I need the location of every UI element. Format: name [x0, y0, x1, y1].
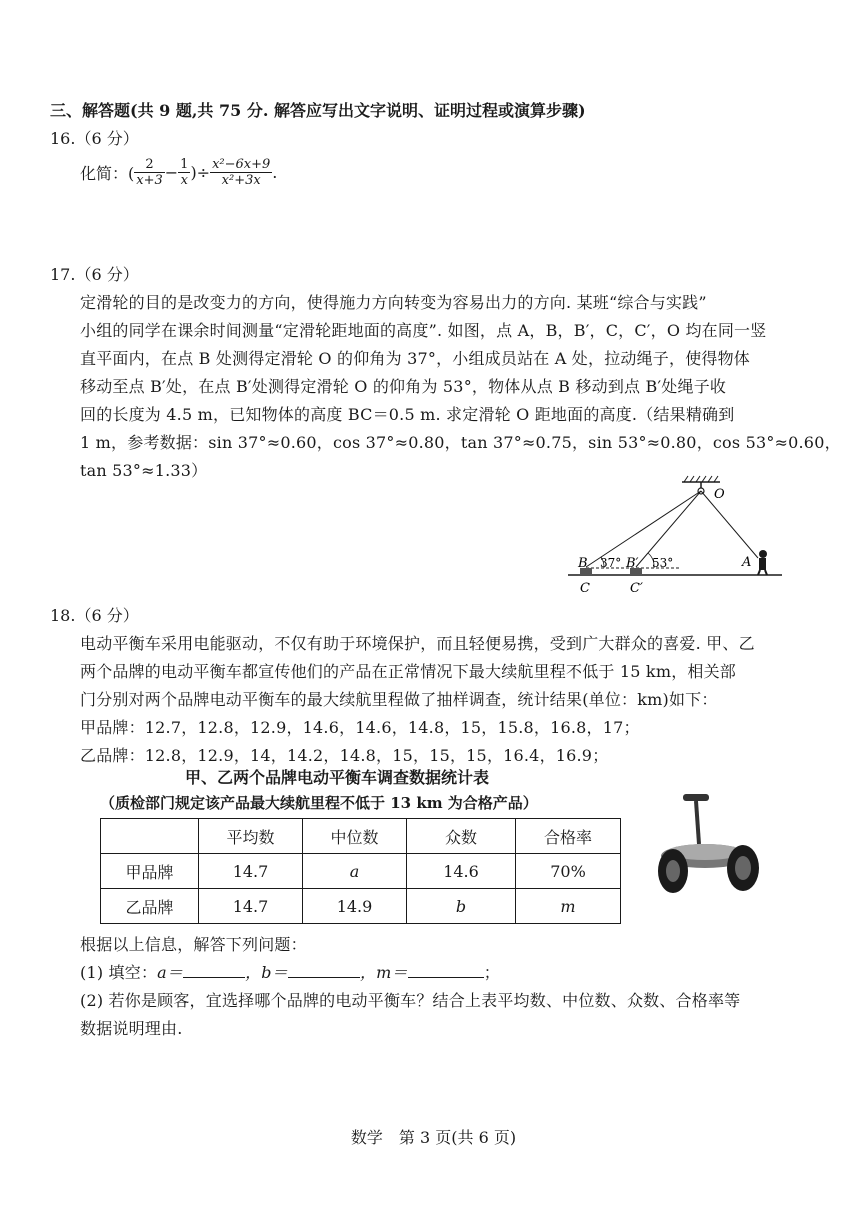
table-cell: 14.6: [407, 854, 516, 889]
q17-line: 直平面内，在点 B 处测得定滑轮 O 的仰角为 37°，小组成员站在 A 处，拉动绳子，使得物体: [80, 349, 750, 368]
q16-fraction-1-denominator: x+3: [136, 172, 163, 188]
q16-fraction-3: [210, 157, 272, 188]
table-cell: 14.7: [199, 854, 303, 889]
scooter-hub-left: [666, 860, 680, 882]
ceiling-hatch: [684, 476, 718, 482]
person-body: [759, 558, 766, 570]
angle-label-53: 53°: [652, 556, 674, 570]
table-cell: m: [516, 889, 621, 924]
table-cell: 70%: [516, 854, 621, 889]
answer-blank-b[interactable]: [288, 963, 360, 978]
sub-question-1: [80, 960, 500, 983]
stats-table: [100, 818, 621, 924]
q16-number: 16.（6 分）: [50, 129, 139, 148]
label-b-prime: B′: [626, 556, 639, 571]
q16-divide: )÷: [190, 162, 211, 182]
q16-expression: [80, 152, 277, 192]
sub1-a-label: a＝: [157, 963, 184, 982]
q17-line: tan 53°≈1.33）: [80, 461, 208, 480]
q18-line: 两个品牌的电动平衡车都宣传他们的产品在正常情况下最大续航里程不低于 15 km，相关部: [80, 662, 736, 681]
table-header-cell: 合格率: [516, 819, 621, 854]
q16-fraction-2-numerator: 1: [180, 156, 189, 172]
section-header: 三、解答题(共 9 题,共 75 分. 解答应写出文字说明、证明过程或演算步骤): [50, 101, 586, 120]
sub1-prefix: (1) 填空：: [80, 963, 158, 982]
q16-fraction-3-denominator: x²+3x: [221, 172, 261, 188]
sub1-b-label: ，b＝: [245, 963, 288, 982]
q17-line: 1 m，参考数据：sin 37°≈0.60，cos 37°≈0.80，tan 37°≈0.75，sin 53°≈0.80，cos 53°≈0.60，: [80, 433, 841, 452]
table-header-cell: 中位数: [303, 819, 407, 854]
q16-fraction-2-denominator: x: [180, 172, 188, 188]
q18-line: 电动平衡车采用电能驱动，不仅有助于环境保护，而且轻便易携，受到广大群众的喜爱. 甲、乙: [80, 634, 755, 653]
q18-line: 乙品牌：12.8，12.9，14，14.2，14.8，15，15，15，16.4，16.9；: [80, 746, 609, 765]
table-header-cell: [101, 819, 199, 854]
table-subtitle: （质检部门规定该产品最大续航里程不低于 13 km 为合格产品）: [100, 794, 538, 812]
label-c-prime: C′: [630, 581, 643, 596]
angle-label-37: 37°: [600, 556, 622, 570]
table-cell: 14.7: [199, 889, 303, 924]
q18-line: 门分别对两个品牌电动平衡车的最大续航里程做了抽样调查，统计结果(单位：km)如下：: [80, 690, 718, 709]
q16-prefix: 化简：(: [80, 163, 135, 183]
table-cell: a: [303, 854, 407, 889]
answer-blank-m[interactable]: [408, 963, 484, 978]
table-cell: 14.9: [303, 889, 407, 924]
label-b: B: [578, 556, 588, 571]
table-row: [101, 854, 621, 889]
balance-scooter-image: [655, 786, 770, 898]
scooter-handle: [683, 794, 709, 801]
q16-fraction-2: [178, 157, 190, 188]
q17-line: 回的长度为 4.5 m，已知物体的高度 BC＝0.5 m. 求定滑轮 O 距地面的高度.（结果精确到: [80, 405, 735, 424]
label-c: C: [580, 581, 590, 596]
label-o: O: [714, 487, 725, 502]
q17-line: 定滑轮的目的是改变力的方向，使得施力方向转变为容易出力的方向. 某班“综合与实践”: [80, 293, 707, 312]
page-footer: 数学 第 3 页(共 6 页): [350, 1128, 517, 1147]
q16-fraction-3-numerator: x²−6x+9: [212, 156, 271, 172]
scooter-stem: [696, 801, 699, 844]
table-cell: 甲品牌: [101, 854, 199, 889]
sub1-end: ；: [483, 963, 500, 982]
q17-number: 17.（6 分）: [50, 265, 139, 284]
q17-line: 小组的同学在课余时间测量“定滑轮距地面的高度”. 如图，点 A，B，B′，C，C′，O 均在同一竖: [80, 321, 767, 340]
sub1-m-label: ，m＝: [359, 963, 408, 982]
rope-to-a: [701, 491, 758, 558]
q17-line: 移动至点 B′处，在点 B′处测得定滑轮 O 的仰角为 53°，物体从点 B 移动到点 B′处绳子收: [80, 377, 727, 396]
pulley-diagram: [560, 470, 790, 600]
q16-suffix: .: [272, 162, 278, 182]
q16-fraction-1-numerator: 2: [134, 157, 165, 173]
table-header-cell: 众数: [407, 819, 516, 854]
person-head: [759, 550, 767, 558]
q18-number: 18.（6 分）: [50, 606, 139, 625]
sub-question-2-line: (2) 若你是顾客，宜选择哪个品牌的电动平衡车？结合上表平均数、中位数、众数、合格率等: [80, 991, 741, 1010]
answer-blank-a[interactable]: [183, 963, 245, 978]
q16-fraction-1: [134, 157, 165, 188]
table-cell: b: [407, 889, 516, 924]
table-header-row: [101, 819, 621, 854]
scooter-hub-right: [735, 856, 751, 880]
label-a: A: [742, 555, 752, 570]
table-title: 甲、乙两个品牌电动平衡车调查数据统计表: [185, 768, 490, 787]
table-cell: 乙品牌: [101, 889, 199, 924]
q18-line: 甲品牌：12.7，12.8，12.9，14.6，14.6，14.8，15，15.8，16.8，17；: [80, 718, 640, 737]
table-row: [101, 889, 621, 924]
sub-question-2-line: 数据说明理由.: [80, 1019, 183, 1038]
q16-minus: −: [164, 162, 179, 182]
after-table-text: 根据以上信息，解答下列问题：: [80, 935, 307, 954]
table-header-cell: 平均数: [199, 819, 303, 854]
